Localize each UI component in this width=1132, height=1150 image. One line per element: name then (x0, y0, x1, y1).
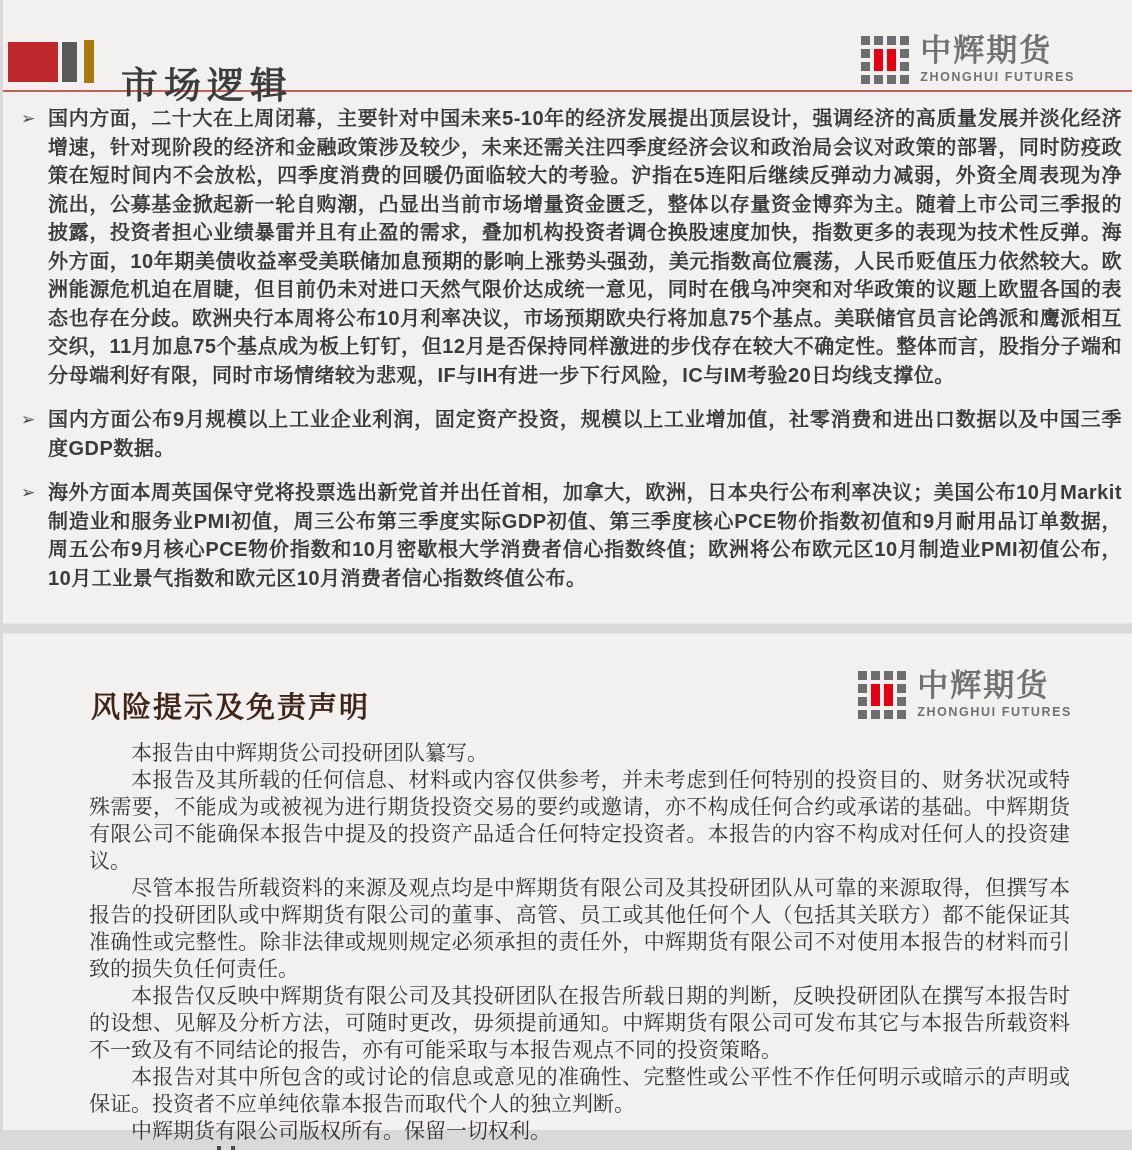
company-logo (861, 33, 1075, 85)
section-title-market-logic: 市场逻辑 (121, 62, 293, 107)
disclaimer-paragraph: 中辉期货有限公司版权所有。保留一切权利。 (131, 1119, 551, 1143)
market-logic-panel (3, 0, 1132, 624)
panel-gap (0, 624, 1132, 633)
header-gray-block-decoration (62, 42, 77, 82)
disclaimer-paragraph: 尽管本报告所载资料的来源及观点均是中辉期货有限公司及其投研团队从可靠的来源取得，但撰写本报告的投研团队或中辉期货有限公司的董事、高管、员工或其他任何个人（包括其关联方）都不能保证其准确性或完整性。除非法律或规则规定必须承担的责任外，中辉期货有限公司不对使用本报告的材料而引致的损失负任何责任。 (89, 876, 1070, 981)
disclaimer-paragraph: 本报告对其中所包含的或讨论的信息或意见的准确性、完整性或公平性不作任何明示或暗示的声明或保证。投资者不应单纯依靠本报告而取代个人的独立判断。 (89, 1065, 1070, 1116)
market-panel-header (3, 0, 1132, 107)
logo-company-name-cn: 中辉期货 (920, 33, 1053, 70)
bullet-text: 海外方面本周英国保守党将投票选出新党首并出任首相，加拿大，欧洲，日本央行公布利率决议；美国公布10月Markit制造业和服务业PMI初值，周三公布第三季度实际GDP初值、第三季度核心PCE物价指数初值和9月耐用品订单数据，周五公布9月核心PCE物价指数和10月密歇根大学消费者信心指数终值；欧洲将公布欧元区10月制造业PMI初值公布，10月工业景气指数和欧元区10月消费者信心指数终值公布。 (48, 482, 1122, 590)
disclaimer-body (89, 740, 1070, 1150)
market-bullet-domestic-data (21, 406, 1122, 463)
logo-grid-icon (858, 671, 906, 719)
clipped-next-line-fragment (217, 1146, 1070, 1150)
header-red-block-decoration (8, 42, 58, 82)
logo-company-name-cn: 中辉期货 (917, 668, 1050, 705)
company-logo (858, 668, 1072, 720)
arrow-bullet-icon: ➢ (21, 109, 36, 128)
disclaimer-paragraph: 本报告仅反映中辉期货有限公司及其投研团队在报告所载日期的判断，反映投研团队在撰写本报告时的设想、见解及分析方法，可随时更改，毋须提前通知。中辉期货有限公司可发布其它与本报告所载资料不一致及有不同结论的报告，亦有可能采取与本报告观点不同的投资策略。 (89, 984, 1070, 1062)
logo-wordmark (920, 33, 1075, 85)
disclaimer-paragraph: 本报告及其所载的任何信息、材料或内容仅供参考，并未考虑到任何特别的投资目的、财务状况或特殊需要，不能成为或被视为进行期货投资交易的要约或邀请，亦不构成任何合约或承诺的基础。中辉期货有限公司不能确保本报告中提及的投资产品适合任何特定投资者。本报告的内容不构成对任何人的投资建议。 (89, 768, 1070, 873)
market-logic-body (3, 92, 1132, 593)
market-bullet-overseas-data (21, 479, 1122, 593)
logo-company-name-en: ZHONGHUI FUTURES (917, 705, 1072, 720)
logo-wordmark (917, 668, 1072, 720)
header-gold-block-decoration (84, 40, 94, 83)
section-title-disclaimer: 风险提示及免责声明 (91, 690, 371, 724)
arrow-bullet-icon: ➢ (21, 410, 36, 429)
arrow-bullet-icon: ➢ (21, 483, 36, 502)
bullet-text: 国内方面，二十大在上周闭幕，主要针对中国未来5-10年的经济发展提出顶层设计，强调经济的高质量发展并淡化经济增速，针对现阶段的经济和金融政策涉及较少，未来还需关注四季度经济会议和政治局会议对政策的部署，同时防疫政策在短时间内不会放松，四季度消费的回暖仍面临较大的考验。沪指在5连阳后继续反弹动力减弱，外资全周表现为净流出，公募基金掀起新一轮自购潮，凸显出当前市场增量资金匮乏，整体以存量资金博弈为主。随着上市公司三季报的披露，投资者担心业绩暴雷并且有止盈的需求，叠加机构投资者调仓换股速度加快，指数更多的表现为技术性反弹。海外方面，10年期美债收益率受美联储加息预期的影响上涨势头强劲，美元指数高位震荡，人民币贬值压力依然较大。欧洲能源危机迫在眉睫，但目前仍未对进口天然气限价达成统一意见，同时在俄乌冲突和对华政策的议题上欧盟各国的表态也存在分歧。欧洲央行本周将公布10月利率决议，市场预期欧央行将加息75个基点。美联储官员言论鸽派和鹰派相互交织，11月加息75个基点成为板上钉钉，但12月是否保持同样激进的步伐存在较大不确定性。整体而言，股指分子端和分母端利好有限，同时市场情绪较为悲观，IF与IH有进一步下行风险，IC与IM考验20日均线支撑位。 (48, 108, 1122, 387)
disclaimer-panel (3, 633, 1132, 1143)
market-bullet-domestic-logic (21, 105, 1122, 390)
disclaimer-paragraph: 本报告由中辉期货公司投研团队纂写。 (131, 741, 488, 765)
logo-grid-icon (861, 36, 909, 84)
logo-company-name-en: ZHONGHUI FUTURES (920, 70, 1075, 85)
bullet-text: 国内方面公布9月规模以上工业企业利润，固定资产投资，规模以上工业增加值，社零消费和进出口数据以及中国三季度GDP数据。 (48, 409, 1122, 460)
